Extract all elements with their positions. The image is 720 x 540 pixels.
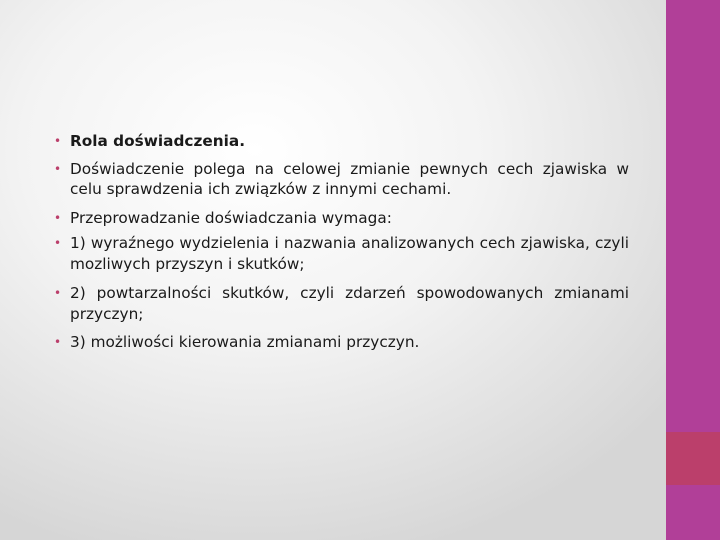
bullet-text: Przeprowadzanie doświadczania wymaga: (70, 208, 392, 227)
bullet-text: Doświadczenie polega na celowej zmianie pewnych cech zjawiska w celu sprawdzenia ich związków z innymi cechami. (70, 159, 629, 198)
bullet-text: Rola doświadczenia. (70, 132, 246, 150)
bullet-item-wymaganie-2 (52, 283, 629, 324)
bullet-dot-icon: • (54, 210, 62, 225)
bullet-text: 2) powtarzalności skutków, czyli zdarzeń spowodowanych zmianami przyczyn; (70, 284, 629, 323)
side-decoration-accent (666, 432, 720, 485)
bullet-item-definicja (52, 159, 629, 200)
bullet-item-wymaganie-1 (52, 233, 629, 274)
bullet-item-wymagania (52, 208, 629, 229)
bullet-dot-icon: • (54, 236, 62, 250)
bullet-dot-icon: • (54, 335, 62, 349)
slide-content (52, 131, 629, 359)
bullet-item-rola-doswiadczenia (52, 131, 629, 152)
bullet-dot-icon: • (54, 286, 62, 300)
bullet-item-wymaganie-3 (52, 332, 629, 353)
bullet-dot-icon: • (54, 161, 62, 176)
bullet-list (52, 131, 629, 353)
bullet-text: 1) wyraźnego wydzielenia i nazwania analizowanych cech zjawiska, czyli mozliwych przyszyn i skutków; (70, 234, 629, 273)
bullet-dot-icon: • (54, 134, 62, 148)
bullet-text: 3) możliwości kierowania zmianami przyczyn. (70, 333, 420, 351)
